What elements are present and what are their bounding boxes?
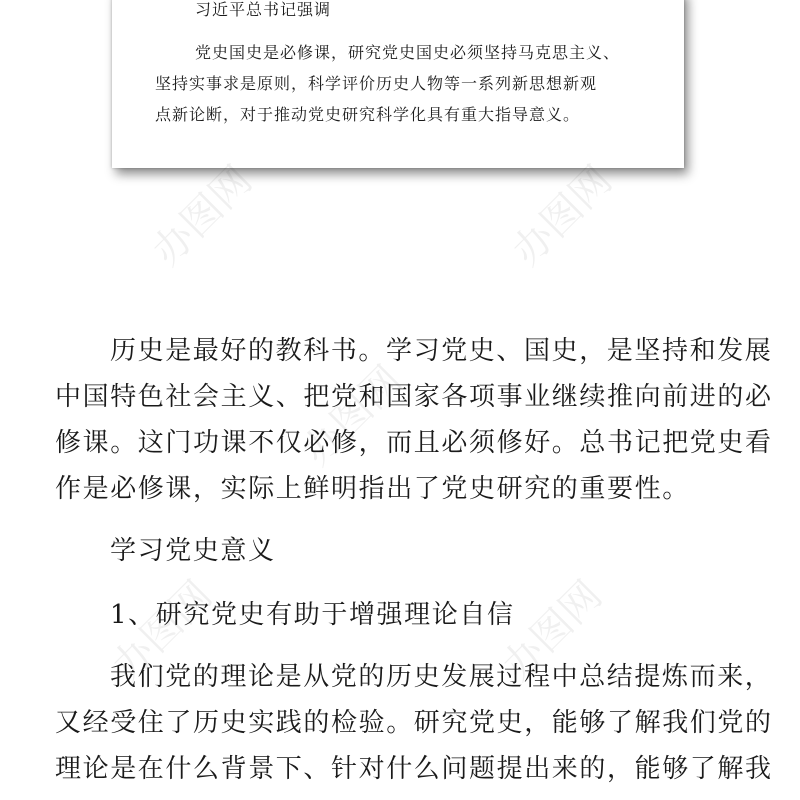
watermark: 办图网 bbox=[103, 572, 222, 690]
watermark: 办图网 bbox=[493, 572, 612, 690]
paragraph-1-line: 中国特色社会主义、把党和国家各项事业继续推向前进的必 bbox=[55, 382, 773, 412]
watermark: 办图网 bbox=[143, 157, 262, 275]
paragraph-1-line: 作是必修课，实际上鲜明指出了党史研究的重要性。 bbox=[55, 474, 690, 504]
paragraph-2-line: 又经受住了历史实践的检验。研究党史，能够了解我们党的 bbox=[55, 708, 773, 738]
paragraph-2-line: 我们党的理论是从党的历史发展过程中总结提炼而来， bbox=[110, 662, 773, 692]
paragraph-1-line: 修课。这门功课不仅必修，而且必须修好。总书记把党史看 bbox=[55, 428, 773, 458]
paragraph-1-line: 历史是最好的教科书。学习党史、国史，是坚持和发展 bbox=[110, 336, 773, 366]
section-heading: 学习党史意义 bbox=[110, 536, 276, 566]
watermark: 办图网 bbox=[293, 357, 412, 475]
quote-line: 坚持实事求是原则，科学评价历史人物等一系列新思想新观 bbox=[155, 74, 598, 93]
watermark: 办图网 bbox=[503, 157, 622, 275]
section-subheading: 1、研究党史有助于增强理论自信 bbox=[110, 600, 515, 630]
quote-line: 点新论断，对于推动党史研究科学化具有重大指导意义。 bbox=[155, 105, 581, 124]
paragraph-2-line: 理论是在什么背景下、针对什么问题提出来的，能够了解我 bbox=[55, 754, 773, 784]
quote-attribution: 习近平总书记强调 bbox=[195, 0, 332, 19]
quote-line: 党史国史是必修课，研究党史国史必须坚持马克思主义、 bbox=[195, 43, 621, 62]
